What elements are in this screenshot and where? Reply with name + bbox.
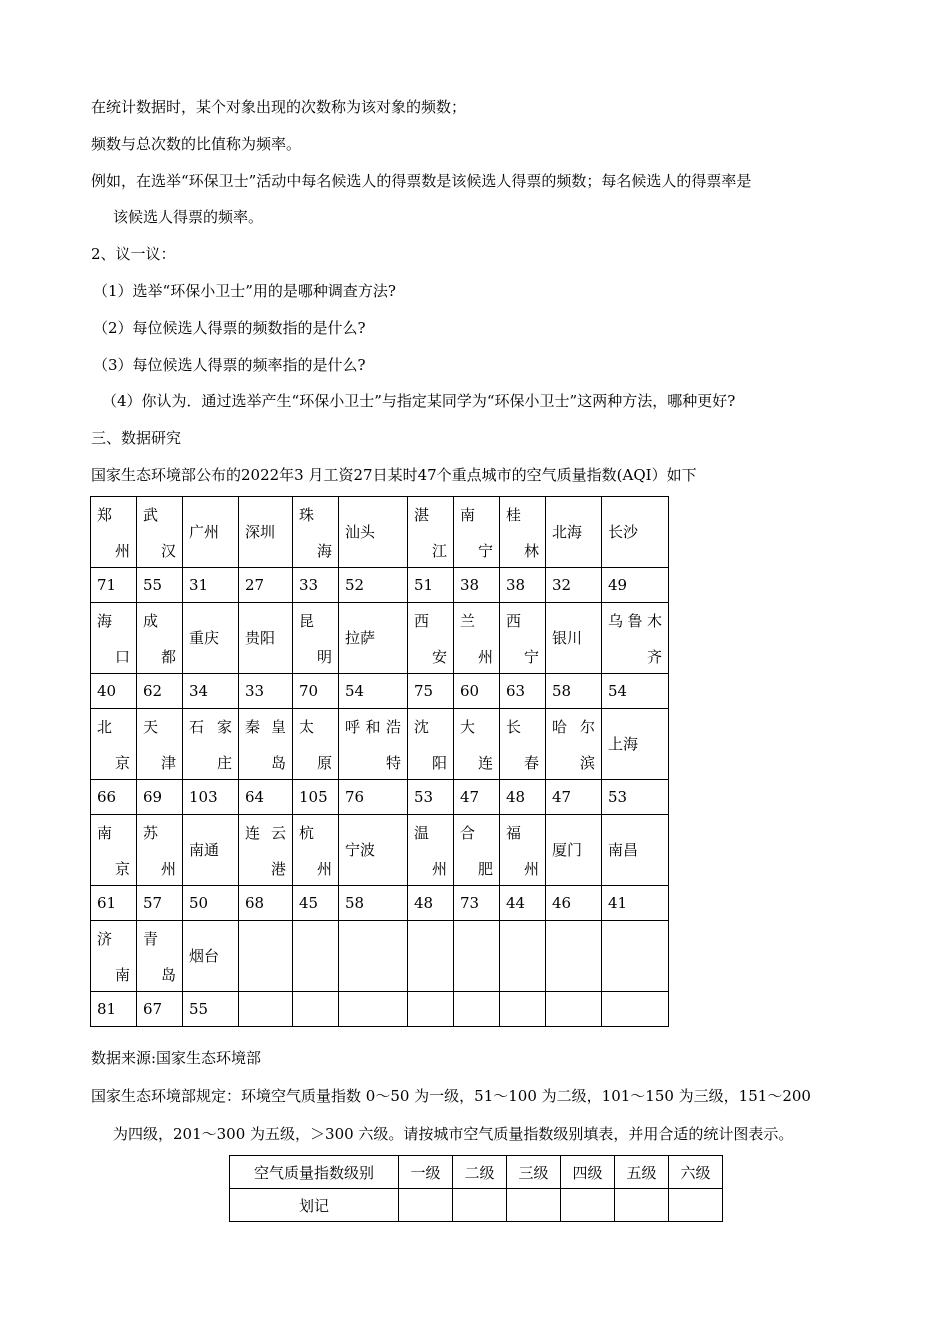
city-name-part: 特 [385,754,401,772]
tally-cell[interactable] [669,1189,723,1222]
city-name-part: 林 [523,542,539,560]
city-name-cell [239,497,293,568]
city-name-part: 秦皇 [245,718,286,736]
city-name-cell [239,921,293,992]
aqi-value-row [91,886,669,921]
city-name-part: 京 [114,754,130,772]
city-name-cell [91,603,137,674]
aqi-value: 58 [546,674,602,709]
city-name-part: 江 [431,542,447,560]
question-1: （1）选举“环保小卫士”用的是哪种调查方法? [93,282,396,300]
city-name-part: 郑 [97,506,113,524]
city-name: 汕头 [345,523,376,541]
aqi-value: 31 [183,568,239,603]
city-name: 南通 [189,841,220,859]
city-name-cell [500,603,546,674]
tally-cell[interactable] [561,1189,615,1222]
city-name-cell [408,921,454,992]
city-name-cell [500,921,546,992]
city-name-cell [137,603,183,674]
section-data-research: 三、数据研究 [91,429,182,447]
rule-text-cont: 为四级，201～300 为五级，＞300 六级。请按城市空气质量指数级别填表，并用合适的统计图表示。 [113,1125,794,1143]
aqi-value: 60 [454,674,500,709]
city-name-cell [91,921,137,992]
aqi-value: 53 [602,780,669,815]
aqi-value: 38 [454,568,500,603]
city-name-cell [183,815,239,886]
city-name-part: 齐 [646,648,662,666]
city-name-cell [339,497,408,568]
city-name-cell [91,815,137,886]
city-name: 厦门 [552,841,583,859]
city-name-part: 连 [477,754,493,772]
aqi-value [408,992,454,1027]
city-name-cell [183,497,239,568]
aqi-value: 53 [408,780,454,815]
aqi-value: 27 [239,568,293,603]
level-header-row [230,1156,723,1189]
city-name-part: 安 [431,648,447,666]
aqi-value: 40 [91,674,137,709]
aqi-value [602,992,669,1027]
city-name-cell [91,497,137,568]
city-name-cell [183,603,239,674]
aqi-value: 38 [500,568,546,603]
aqi-value: 69 [137,780,183,815]
city-name-cell [339,921,408,992]
city-name-cell [239,603,293,674]
city-name-cell [408,815,454,886]
level-6: 六级 [669,1156,723,1189]
aqi-value: 51 [408,568,454,603]
aqi-value: 63 [500,674,546,709]
aqi-value: 55 [137,568,183,603]
city-name-cell [293,603,339,674]
city-name-part: 肥 [477,860,493,878]
aqi-value [339,992,408,1027]
city-name-cell [408,709,454,780]
city-name-cell [183,921,239,992]
section-discuss: 2、议一议： [91,245,176,263]
city-name-part: 宁 [477,542,493,560]
city-name-cell [339,709,408,780]
aqi-value: 71 [91,568,137,603]
aqi-value: 66 [91,780,137,815]
city-name-cell [454,921,500,992]
city-name-part: 州 [114,542,130,560]
city-name-part: 苏 [143,824,159,842]
aqi-value: 48 [500,780,546,815]
city-name-cell [408,603,454,674]
city-name-part: 海 [97,612,113,630]
aqi-value: 73 [454,886,500,921]
city-name-cell [500,815,546,886]
city-name-part: 大 [460,718,476,736]
city-name-part: 滨 [579,754,595,772]
city-name-part: 港 [270,860,286,878]
city-name-part: 呼和浩 [345,718,401,736]
paragraph-example: 例如，在选举“环保卫士”活动中每名候选人的得票数是该候选人得票的频数；每名候选人的得票率是 [91,172,752,190]
city-name-part: 成 [143,612,159,630]
aqi-value [546,992,602,1027]
city-name-part: 杭 [299,824,315,842]
question-2: （2）每位候选人得票的频数指的是什么? [93,319,366,337]
city-name-part: 天 [143,718,159,736]
city-name: 重庆 [189,629,220,647]
aqi-value-row [91,674,669,709]
aqi-value: 58 [339,886,408,921]
aqi-value: 105 [293,780,339,815]
city-name-row [91,921,669,992]
aqi-value [239,992,293,1027]
city-name-cell [239,709,293,780]
aqi-value: 62 [137,674,183,709]
aqi-value: 54 [602,674,669,709]
aqi-value: 68 [239,886,293,921]
aqi-value: 47 [454,780,500,815]
city-name-cell [137,815,183,886]
city-name-cell [602,815,669,886]
city-name-cell [602,497,669,568]
city-name-cell [293,921,339,992]
city-name-cell [137,709,183,780]
aqi-value: 67 [137,992,183,1027]
city-name-part: 州 [431,860,447,878]
aqi-value-row [91,780,669,815]
tally-cell[interactable] [453,1189,507,1222]
city-name-part: 沈 [414,718,430,736]
aqi-value: 64 [239,780,293,815]
paragraph-frequency-def: 在统计数据时，某个对象出现的次数称为该对象的频数； [91,98,467,116]
city-name-cell [546,815,602,886]
city-name: 北海 [552,523,583,541]
city-name: 烟台 [189,947,220,965]
city-name-part: 明 [316,648,332,666]
rule-text: 国家生态环境部规定：环境空气质量指数 0～50 为一级，51～100 为二级，101～150 为三级，151～200 [91,1087,811,1105]
city-name-part: 南 [97,824,113,842]
aqi-value: 33 [293,568,339,603]
city-name-part: 春 [523,754,539,772]
city-name-cell [500,497,546,568]
city-name-part: 北 [97,718,113,736]
table-intro: 国家生态环境部公布的2022年3 月工资27日某时47个重点城市的空气质量指数(AQI）如下 [91,466,697,484]
city-name: 深圳 [245,523,276,541]
level-2: 二级 [453,1156,507,1189]
city-name-part: 京 [114,860,130,878]
data-source: 数据来源:国家生态环境部 [91,1049,262,1067]
aqi-value: 75 [408,674,454,709]
aqi-value [454,992,500,1027]
city-name-part: 珠 [299,506,315,524]
aqi-table [90,496,669,1027]
city-name-part: 温 [414,824,430,842]
city-name-cell [602,709,669,780]
city-name-part: 济 [97,930,113,948]
city-name-part: 州 [160,860,176,878]
city-name-part: 口 [114,648,130,666]
city-name-row [91,815,669,886]
city-name-cell [339,815,408,886]
aqi-value [293,992,339,1027]
city-name-part: 太 [299,718,315,736]
city-name-part: 都 [160,648,176,666]
aqi-value: 70 [293,674,339,709]
city-name-cell [239,815,293,886]
city-name-part: 武 [143,506,159,524]
tally-row [230,1189,723,1222]
tally-label: 划记 [230,1189,399,1222]
city-name-cell [602,921,669,992]
city-name-row [91,603,669,674]
city-name-part: 长 [506,718,522,736]
city-name-cell [454,709,500,780]
aqi-value-row [91,992,669,1027]
city-name-part: 昆 [299,612,315,630]
city-name-part: 汉 [160,542,176,560]
city-name-part: 兰 [460,612,476,630]
city-name-part: 青 [143,930,159,948]
aqi-value: 103 [183,780,239,815]
level-1: 一级 [399,1156,453,1189]
city-name-cell [293,815,339,886]
aqi-value: 33 [239,674,293,709]
level-5: 五级 [615,1156,669,1189]
city-name-part: 乌鲁木 [608,612,662,630]
city-name-part: 宁 [523,648,539,666]
aqi-value [500,992,546,1027]
question-3: （3）每位候选人得票的频率指的是什么? [93,356,366,374]
level-3: 三级 [507,1156,561,1189]
city-name-cell [602,603,669,674]
city-name-part: 岛 [270,754,286,772]
city-name-cell [454,497,500,568]
city-name-part: 湛 [414,506,430,524]
paragraph-example-cont: 该候选人得票的频率。 [113,208,264,226]
city-name-part: 石家 [189,718,232,736]
tally-cell[interactable] [615,1189,669,1222]
city-name: 广州 [189,523,220,541]
city-name-cell [408,497,454,568]
aqi-value: 34 [183,674,239,709]
tally-cell[interactable] [399,1189,453,1222]
level-header: 空气质量指数级别 [230,1156,399,1189]
city-name-part: 福 [506,824,522,842]
city-name-part: 西 [506,612,522,630]
aqi-value: 49 [602,568,669,603]
city-name-part: 庄 [216,754,232,772]
city-name-part: 南 [114,966,130,984]
city-name: 宁波 [345,841,376,859]
city-name-part: 连云 [245,824,286,842]
city-name-part: 岛 [160,966,176,984]
aqi-value: 76 [339,780,408,815]
aqi-value: 61 [91,886,137,921]
city-name-part: 津 [160,754,176,772]
aqi-value: 47 [546,780,602,815]
aqi-value: 41 [602,886,669,921]
city-name-cell [137,921,183,992]
city-name-cell [546,497,602,568]
city-name-part: 桂 [506,506,522,524]
city-name-cell [500,709,546,780]
city-name-cell [339,603,408,674]
aqi-value: 81 [91,992,137,1027]
city-name-part: 州 [477,648,493,666]
level-4: 四级 [561,1156,615,1189]
city-name: 南昌 [608,841,639,859]
city-name-cell [91,709,137,780]
city-name-part: 州 [523,860,539,878]
city-name-cell [454,603,500,674]
tally-cell[interactable] [507,1189,561,1222]
aqi-value: 46 [546,886,602,921]
aqi-value: 52 [339,568,408,603]
city-name-part: 海 [316,542,332,560]
city-name-cell [546,603,602,674]
city-name-part: 州 [316,860,332,878]
city-name-cell [546,921,602,992]
city-name-cell [546,709,602,780]
city-name-part: 阳 [431,754,447,772]
paragraph-rate-def: 频数与总次数的比值称为频率。 [91,135,302,153]
city-name: 上海 [608,735,639,753]
aqi-value: 44 [500,886,546,921]
city-name-part: 原 [316,754,332,772]
city-name-cell [137,497,183,568]
aqi-value: 48 [408,886,454,921]
aqi-value-row [91,568,669,603]
city-name-part: 南 [460,506,476,524]
city-name-row [91,497,669,568]
aqi-value: 32 [546,568,602,603]
level-table [229,1155,723,1222]
question-4: （4）你认为．通过选举产生“环保小卫士”与指定某同学为“环保小卫士”这两种方法，哪种更好? [102,392,736,410]
city-name-part: 哈尔 [552,718,595,736]
city-name-part: 合 [460,824,476,842]
city-name-part: 西 [414,612,430,630]
city-name: 拉萨 [345,629,376,647]
aqi-value: 45 [293,886,339,921]
aqi-value: 50 [183,886,239,921]
city-name-row [91,709,669,780]
city-name-cell [183,709,239,780]
city-name-cell [293,709,339,780]
city-name-cell [293,497,339,568]
aqi-value: 54 [339,674,408,709]
aqi-value: 57 [137,886,183,921]
city-name-cell [454,815,500,886]
city-name: 银川 [552,629,583,647]
city-name: 贵阳 [245,629,276,647]
aqi-value: 55 [183,992,239,1027]
city-name: 长沙 [608,523,639,541]
